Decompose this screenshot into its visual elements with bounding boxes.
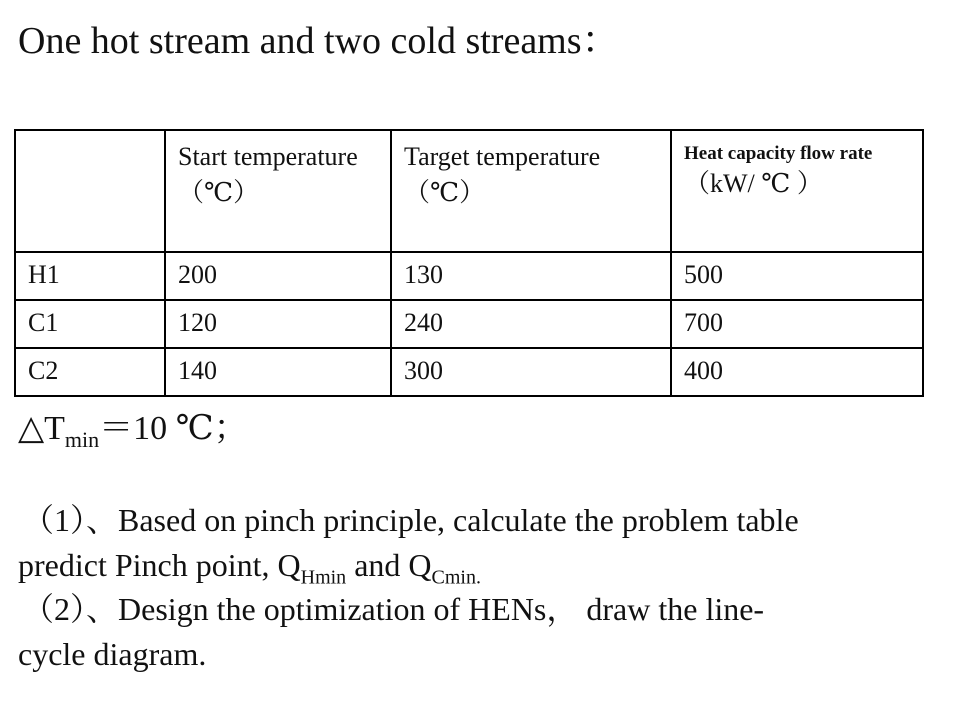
cell-target-temp: 130 — [391, 252, 671, 300]
table-row — [15, 252, 923, 300]
cell-heat-capacity: 700 — [671, 300, 923, 348]
delta-t-symbol: △T — [18, 410, 65, 447]
stream-data-table — [14, 129, 924, 397]
question-1-line-1: （1）、Based on pinch principle, calculate the problem table — [22, 502, 799, 538]
question-2-line-1: （2）、Design the optimization of HENs， draw the line- — [22, 591, 765, 627]
cell-stream-name: C2 — [15, 348, 165, 396]
cell-target-temp: 300 — [391, 348, 671, 396]
table-header-row — [15, 130, 923, 252]
cell-start-temp: 140 — [165, 348, 391, 396]
q-hmin-subscript: Hmin — [300, 566, 347, 589]
header-start-temperature: Start temperature （℃） — [165, 130, 391, 252]
delta-t-subscript: min — [64, 426, 100, 452]
cell-target-temp: 240 — [391, 300, 671, 348]
header-heat-capacity — [671, 130, 923, 252]
table-row — [15, 300, 923, 348]
question-2-line-2: cycle diagram. — [18, 636, 207, 672]
q1-text-pre: predict Pinch point, Q — [18, 547, 301, 583]
cell-start-temp: 120 — [165, 300, 391, 348]
header-heat-capacity-label: Heat capacity flow rate — [684, 143, 873, 164]
delta-t-value: ＝10 ℃； — [99, 410, 248, 447]
header-stream — [15, 130, 165, 252]
cell-start-temp: 200 — [165, 252, 391, 300]
table-row — [15, 348, 923, 396]
cell-heat-capacity: 400 — [671, 348, 923, 396]
header-target-temperature: Target temperature （℃） — [391, 130, 671, 252]
q1-text-mid: and Q — [346, 547, 432, 583]
cell-stream-name: C1 — [15, 300, 165, 348]
q-cmin-subscript: Cmin. — [431, 566, 481, 589]
cell-stream-name: H1 — [15, 252, 165, 300]
cell-heat-capacity: 500 — [671, 252, 923, 300]
page-title: One hot stream and two cold streams： — [18, 20, 620, 62]
delta-t-min-statement — [18, 408, 248, 461]
header-heat-capacity-unit: （kW/ ℃ ） — [684, 169, 823, 198]
